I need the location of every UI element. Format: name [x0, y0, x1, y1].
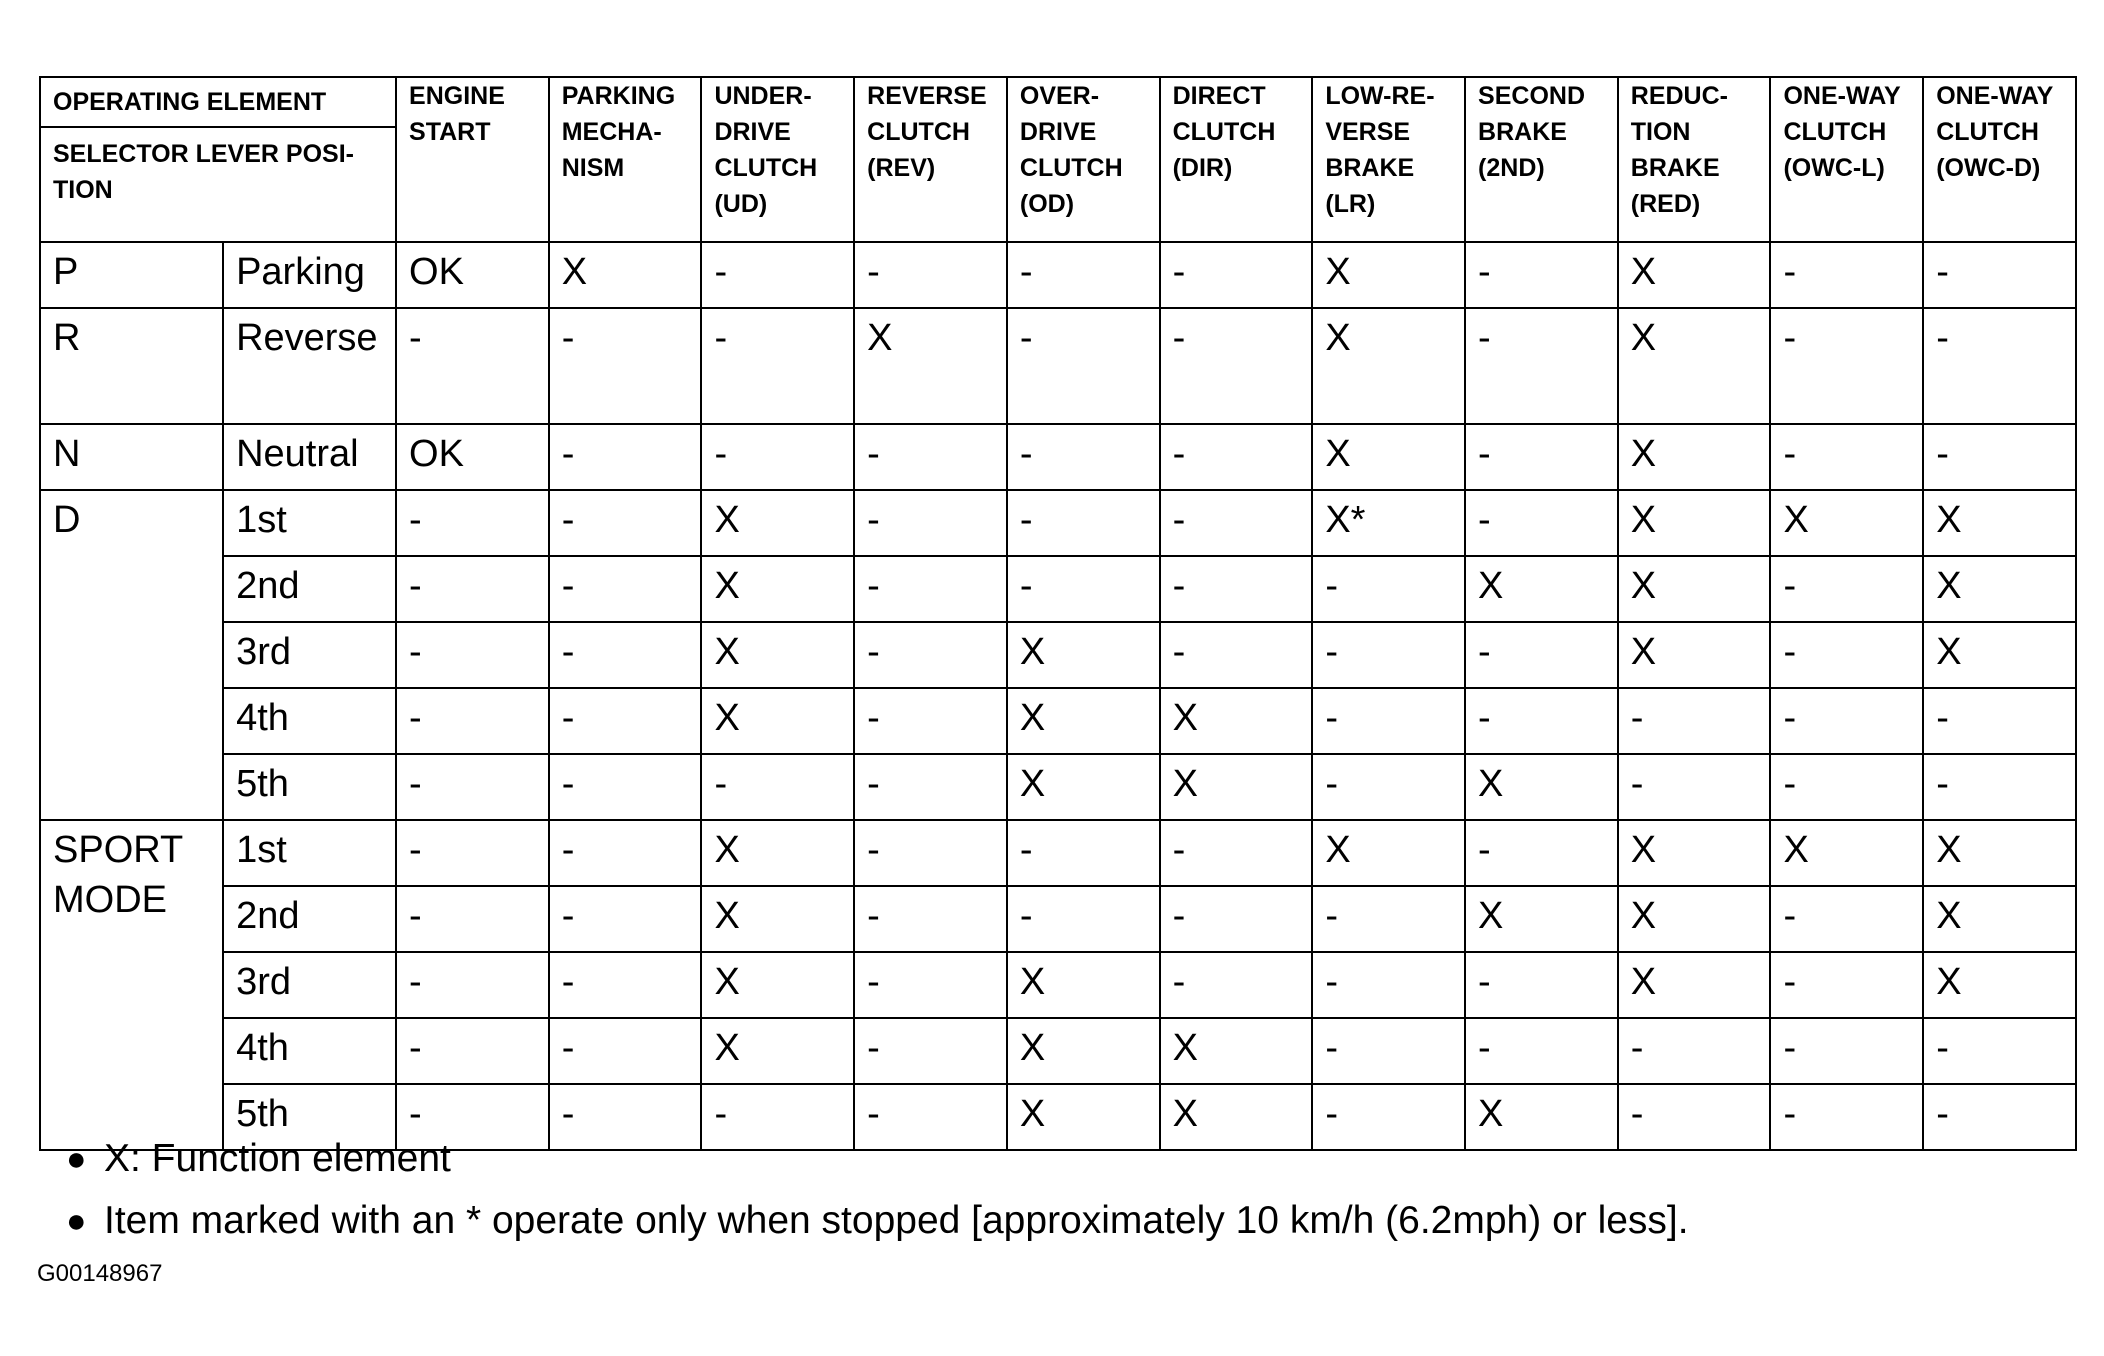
sub-position-cell: 2nd: [223, 556, 396, 622]
table-cell: X: [1923, 886, 2076, 952]
table-cell: X: [1923, 820, 2076, 886]
table-cell: -: [1465, 688, 1618, 754]
table-cell: -: [1312, 754, 1465, 820]
table-cell: -: [549, 820, 702, 886]
table-cell: -: [396, 622, 549, 688]
column-header: [1160, 77, 1313, 242]
table-cell: -: [1770, 952, 1923, 1018]
table-row: [40, 490, 2076, 556]
table-cell: X: [1007, 1018, 1160, 1084]
table-cell: X: [1312, 308, 1465, 424]
bullet-icon: ●: [66, 1202, 87, 1240]
table-cell: -: [1312, 886, 1465, 952]
table-cell: -: [1465, 424, 1618, 490]
table-cell: -: [549, 688, 702, 754]
table-cell: -: [854, 556, 1007, 622]
column-header-line: REVERSE: [867, 82, 987, 110]
table-cell: -: [701, 242, 854, 308]
column-header-line: ENGINE: [409, 82, 505, 110]
table-cell: X: [549, 242, 702, 308]
table-cell: -: [1312, 688, 1465, 754]
table-cell: -: [1465, 308, 1618, 424]
position-cell: N: [40, 424, 223, 490]
table-cell: -: [549, 622, 702, 688]
column-header-line: ONE-WAY: [1783, 82, 1901, 110]
table-cell: X: [1312, 820, 1465, 886]
table-cell: -: [1007, 424, 1160, 490]
table-cell: -: [396, 886, 549, 952]
table-cell: X: [1923, 556, 2076, 622]
sub-position-cell: Neutral: [223, 424, 396, 490]
sub-position-cell: 2nd: [223, 886, 396, 952]
column-header-line: DIRECT: [1172, 82, 1266, 110]
column-header-line: (2ND): [1478, 154, 1545, 182]
column-header-line: CLUTCH: [1783, 118, 1887, 146]
table-cell: X: [1618, 490, 1771, 556]
column-header-line: BRAKE: [1325, 154, 1415, 182]
table-cell: -: [1923, 754, 2076, 820]
sub-position-cell: 3rd: [223, 622, 396, 688]
table-cell: -: [854, 242, 1007, 308]
table-cell: -: [396, 688, 549, 754]
table-cell: -: [1312, 1018, 1465, 1084]
table-cell: -: [396, 754, 549, 820]
table-cell: -: [854, 424, 1007, 490]
table-cell: -: [396, 952, 549, 1018]
table-cell: -: [1007, 308, 1160, 424]
sub-position-cell: 5th: [223, 754, 396, 820]
table-cell: -: [854, 688, 1007, 754]
table-row: [40, 952, 2076, 1018]
column-header-line: BRAKE: [1630, 154, 1720, 182]
table-cell: X: [701, 490, 854, 556]
column-header-line: (OWC-L): [1783, 154, 1885, 182]
table-cell: X: [701, 820, 854, 886]
table-cell: X: [1007, 688, 1160, 754]
position-cell: D: [40, 490, 223, 820]
column-header-line: (RED): [1630, 190, 1701, 218]
table-row: [40, 688, 2076, 754]
sub-position-cell: 4th: [223, 1018, 396, 1084]
table-cell: -: [549, 424, 702, 490]
table-cell: X: [701, 952, 854, 1018]
table-cell: -: [1160, 242, 1313, 308]
column-header: [1465, 77, 1618, 242]
table-cell: -: [1770, 886, 1923, 952]
table-cell: -: [854, 622, 1007, 688]
column-header-line: MECHA-: [561, 118, 662, 146]
table-body: [40, 242, 2076, 1150]
table-cell: X: [1923, 952, 2076, 1018]
table-cell: X: [1618, 886, 1771, 952]
table-cell: OK: [396, 424, 549, 490]
table-cell: X: [1770, 820, 1923, 886]
table-cell: -: [396, 556, 549, 622]
table-cell: -: [1618, 1084, 1771, 1150]
note-item: [62, 1136, 1689, 1198]
table-cell: -: [854, 952, 1007, 1018]
table-cell: -: [1618, 754, 1771, 820]
table-cell: -: [1923, 1018, 2076, 1084]
table-cell: -: [854, 490, 1007, 556]
table-cell: X: [1618, 952, 1771, 1018]
table-cell: X: [1465, 1084, 1618, 1150]
table-cell: X: [1618, 622, 1771, 688]
table-cell: -: [396, 490, 549, 556]
table-cell: -: [854, 820, 1007, 886]
table-cell: -: [1160, 622, 1313, 688]
column-header-line: (REV): [867, 154, 936, 182]
table-cell: -: [854, 1018, 1007, 1084]
table-cell: -: [1007, 490, 1160, 556]
column-header: [396, 77, 549, 242]
table-cell: -: [1770, 688, 1923, 754]
table-cell: X: [1923, 622, 2076, 688]
table-cell: -: [701, 424, 854, 490]
bullet-icon: ●: [66, 1140, 87, 1178]
column-header-line: SECOND: [1478, 82, 1586, 110]
table-cell: -: [1465, 820, 1618, 886]
table-cell: -: [1923, 242, 2076, 308]
table-cell: -: [1312, 952, 1465, 1018]
table-cell: -: [1465, 622, 1618, 688]
table-cell: -: [1007, 820, 1160, 886]
selector-lever-position-label: SELECTOR LEVER POSI- TION: [53, 140, 354, 204]
table-cell: X: [1007, 1084, 1160, 1150]
table-cell: -: [549, 1084, 702, 1150]
column-header: [1007, 77, 1160, 242]
table-cell: -: [1770, 754, 1923, 820]
table-cell: -: [1160, 952, 1313, 1018]
column-header-line: LOW-RE-: [1325, 82, 1435, 110]
column-header-line: (LR): [1325, 190, 1376, 218]
table-cell: X: [701, 886, 854, 952]
sub-position-cell: Reverse: [223, 308, 396, 424]
column-header-line: UNDER-: [714, 82, 812, 110]
column-header-line: CLUTCH: [867, 118, 970, 146]
table-row: [40, 622, 2076, 688]
table-cell: X*: [1312, 490, 1465, 556]
table-cell: X: [701, 1018, 854, 1084]
table-cell: -: [1160, 490, 1313, 556]
column-header-line: (OWC-D): [1936, 154, 2041, 182]
table-cell: X: [1465, 886, 1618, 952]
table-cell: OK: [396, 242, 549, 308]
column-header: [549, 77, 702, 242]
table-cell: -: [1007, 242, 1160, 308]
table-cell: X: [854, 308, 1007, 424]
table-cell: -: [549, 754, 702, 820]
sub-position-cell: 4th: [223, 688, 396, 754]
operating-element-label: OPERATING ELEMENT: [41, 78, 395, 128]
table-cell: -: [549, 952, 702, 1018]
table-cell: -: [1618, 1018, 1771, 1084]
table-cell: -: [1312, 1084, 1465, 1150]
table-cell: -: [1160, 556, 1313, 622]
table-cell: -: [396, 820, 549, 886]
column-header-line: ONE-WAY: [1936, 82, 2054, 110]
table-cell: X: [1465, 556, 1618, 622]
table-cell: X: [1923, 490, 2076, 556]
table-cell: -: [1923, 308, 2076, 424]
table-cell: -: [854, 886, 1007, 952]
table-cell: X: [1618, 556, 1771, 622]
table-cell: -: [549, 1018, 702, 1084]
table-cell: -: [1007, 556, 1160, 622]
table-cell: X: [1770, 490, 1923, 556]
operating-element-table: [39, 76, 2077, 1151]
column-header-line: DRIVE: [1019, 118, 1097, 146]
column-header-line: TION: [1630, 118, 1691, 146]
sub-position-cell: 1st: [223, 490, 396, 556]
table-cell: -: [549, 886, 702, 952]
note-item: [62, 1198, 1689, 1260]
table-cell: X: [701, 688, 854, 754]
table-cell: -: [1770, 622, 1923, 688]
column-header: [854, 77, 1007, 242]
column-header-line: CLUTCH: [714, 154, 818, 182]
sub-position-cell: Parking: [223, 242, 396, 308]
table-cell: -: [1923, 424, 2076, 490]
figure-id: G00148967: [37, 1260, 163, 1287]
column-header: [1312, 77, 1465, 242]
table-cell: X: [1160, 754, 1313, 820]
table-cell: -: [1923, 688, 2076, 754]
table-cell: -: [1770, 1084, 1923, 1150]
table-cell: -: [1312, 622, 1465, 688]
table-row: [40, 424, 2076, 490]
table-cell: -: [1465, 490, 1618, 556]
table-cell: -: [1770, 242, 1923, 308]
column-header-line: (UD): [714, 190, 768, 218]
table-cell: X: [1312, 242, 1465, 308]
table-cell: X: [1312, 424, 1465, 490]
table-cell: -: [1618, 688, 1771, 754]
sub-position-cell: 1st: [223, 820, 396, 886]
column-header: [701, 77, 854, 242]
position-cell: P: [40, 242, 223, 308]
column-header-line: VERSE: [1325, 118, 1411, 146]
table-cell: X: [1618, 242, 1771, 308]
table-row: [40, 556, 2076, 622]
table-row: [40, 820, 2076, 886]
header-corner-cell: [40, 77, 396, 242]
column-header-line: CLUTCH: [1019, 154, 1123, 182]
sub-position-cell: 3rd: [223, 952, 396, 1018]
header-row: [40, 77, 2076, 242]
table-cell: -: [1160, 308, 1313, 424]
table-cell: X: [1618, 424, 1771, 490]
table-cell: -: [396, 1084, 549, 1150]
table-cell: -: [1007, 886, 1160, 952]
table-cell: -: [549, 556, 702, 622]
column-header-line: DRIVE: [714, 118, 791, 146]
table-cell: -: [701, 308, 854, 424]
table-cell: -: [701, 754, 854, 820]
column-header: [1923, 77, 2076, 242]
column-header-line: NISM: [561, 154, 625, 182]
table-cell: X: [1160, 688, 1313, 754]
table-cell: -: [1923, 1084, 2076, 1150]
table-cell: -: [396, 308, 549, 424]
note-text: X: Function element: [104, 1137, 451, 1180]
sub-position-cell: 5th: [223, 1084, 396, 1150]
table-cell: -: [1770, 424, 1923, 490]
column-header: [1770, 77, 1923, 242]
table-cell: -: [1770, 556, 1923, 622]
table-cell: -: [854, 754, 1007, 820]
table-cell: -: [1160, 424, 1313, 490]
table-cell: -: [396, 1018, 549, 1084]
table-row: [40, 308, 2076, 424]
column-header-line: CLUTCH: [1172, 118, 1276, 146]
position-cell: R: [40, 308, 223, 424]
table-cell: X: [1618, 308, 1771, 424]
column-header-line: (DIR): [1172, 154, 1233, 182]
table-cell: X: [1007, 952, 1160, 1018]
position-cell: SPORT MODE: [40, 820, 223, 1150]
table-row: [40, 886, 2076, 952]
table-cell: -: [549, 308, 702, 424]
table-cell: X: [1007, 754, 1160, 820]
column-header-line: PARKING: [561, 82, 676, 110]
table-cell: -: [1160, 820, 1313, 886]
table-cell: X: [1160, 1018, 1313, 1084]
table-cell: X: [1160, 1084, 1313, 1150]
column-header: [1618, 77, 1771, 242]
table-cell: -: [1465, 1018, 1618, 1084]
table-cell: -: [1160, 886, 1313, 952]
table-cell: -: [854, 1084, 1007, 1150]
table-cell: X: [1007, 622, 1160, 688]
column-header-line: BRAKE: [1478, 118, 1567, 146]
column-header-line: CLUTCH: [1936, 118, 2039, 146]
table-row: [40, 754, 2076, 820]
table-cell: X: [1465, 754, 1618, 820]
table-cell: -: [1465, 952, 1618, 1018]
note-text: Item marked with an * operate only when stopped [approximately 10 km/h (6.2mph) or less].: [104, 1199, 1689, 1242]
column-header-line: REDUC-: [1630, 82, 1728, 110]
table-cell: X: [701, 622, 854, 688]
table-cell: -: [1465, 242, 1618, 308]
notes-list: [62, 1136, 1689, 1260]
column-header-line: OVER-: [1019, 82, 1100, 110]
column-header-line: START: [409, 118, 491, 146]
table-cell: X: [1618, 820, 1771, 886]
table-cell: -: [549, 490, 702, 556]
table-row: [40, 242, 2076, 308]
table-cell: X: [701, 556, 854, 622]
table-cell: -: [1770, 308, 1923, 424]
table-cell: -: [1312, 556, 1465, 622]
table-cell: -: [1770, 1018, 1923, 1084]
column-header-line: (OD): [1019, 190, 1075, 218]
table-row: [40, 1018, 2076, 1084]
table-cell: -: [701, 1084, 854, 1150]
